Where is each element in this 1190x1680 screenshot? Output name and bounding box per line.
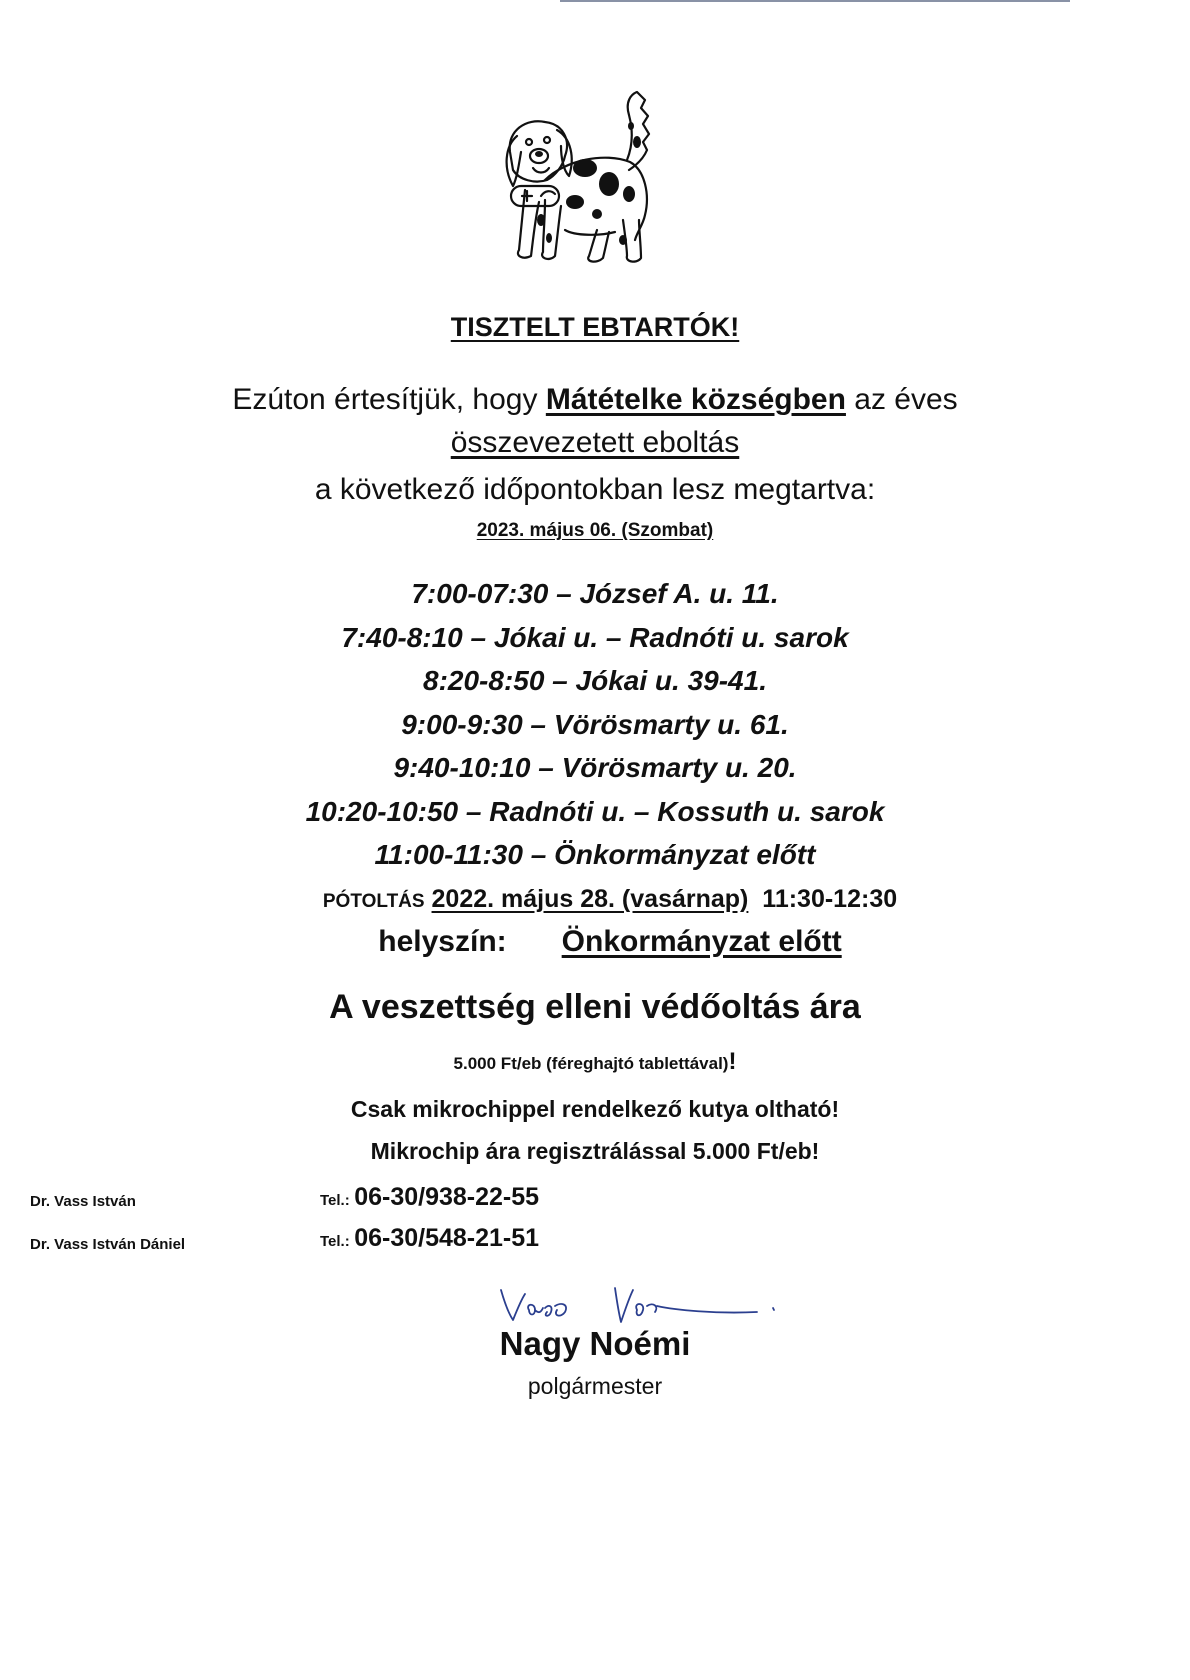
price-exclamation: !: [728, 1048, 737, 1075]
intro-line-1: [0, 382, 1190, 418]
schedule-item: 10:20-10:50 – Radnóti u. – Kossuth u. sarok: [305, 795, 885, 827]
microchip-requirement: Csak mikrochippel rendelkező kutya oltható!: [350, 1096, 840, 1122]
price-heading: A veszettség elleni védőoltás ára: [329, 988, 861, 1026]
tel-label: Tel.:: [320, 1192, 350, 1209]
intro-line-1-start: Ezúton értesítjük, hogy: [232, 383, 546, 416]
schedule-item: 9:40-10:10 – Vörösmarty u. 20.: [393, 752, 797, 783]
makeup-date: 2022. május 28. (vasárnap): [431, 885, 749, 913]
scan-edge-line: [560, 0, 1070, 2]
intro-line-2: [0, 425, 1190, 461]
contact-phone-line: [320, 1224, 539, 1253]
schedule-item: 11:00-11:30 – Önkormányzat előtt: [374, 839, 816, 870]
schedule-item: 7:40-8:10 – Jókai u. – Radnóti u. sarok: [341, 621, 849, 653]
phone-number: 06-30/548-21-51: [354, 1224, 540, 1252]
contact-name: Dr. Vass István Dániel: [30, 1236, 186, 1253]
schedule-list: [0, 572, 1190, 877]
contact-name: Dr. Vass István: [30, 1193, 136, 1210]
price-amount: 5.000 Ft/eb (féreghajtó tablettával): [453, 1054, 729, 1073]
price-line: [0, 1048, 1190, 1076]
notice-title: TISZTELT EBTARTÓK!: [450, 312, 740, 342]
event-date: 2023. május 06. (Szombat): [476, 520, 714, 541]
makeup-label: PÓTOLTÁS: [322, 891, 425, 912]
vaccination-event: összevezetett eboltás: [450, 426, 740, 459]
location-label: helyszín:: [378, 925, 507, 958]
location-value: Önkormányzat előtt: [561, 925, 842, 958]
microchip-price: Mikrochip ára regisztrálással 5.000 Ft/eb!: [370, 1138, 820, 1164]
intro-line-3: a következő időpontokban lesz megtartva:: [314, 473, 876, 506]
signer-name: Nagy Noémi: [499, 1325, 691, 1362]
makeup-line: [0, 885, 1190, 914]
schedule-item: 9:00-9:30 – Vörösmarty u. 61.: [401, 708, 789, 740]
phone-number: 06-30/938-22-55: [354, 1183, 540, 1211]
schedule-item: 8:20-8:50 – Jókai u. 39-41.: [423, 665, 767, 696]
makeup-location-line: [0, 925, 1190, 959]
signer-role: polgármester: [527, 1373, 663, 1399]
tel-label: Tel.:: [320, 1233, 350, 1250]
dog-with-first-aid-icon: [505, 90, 695, 275]
intro-line-1-end: az éves: [845, 383, 958, 416]
village-name: Mátételke községben: [545, 383, 846, 416]
makeup-time: 11:30-12:30: [762, 885, 898, 913]
schedule-item: 7:00-07:30 – József A. u. 11.: [411, 578, 779, 609]
contact-phone-line: [320, 1183, 539, 1212]
